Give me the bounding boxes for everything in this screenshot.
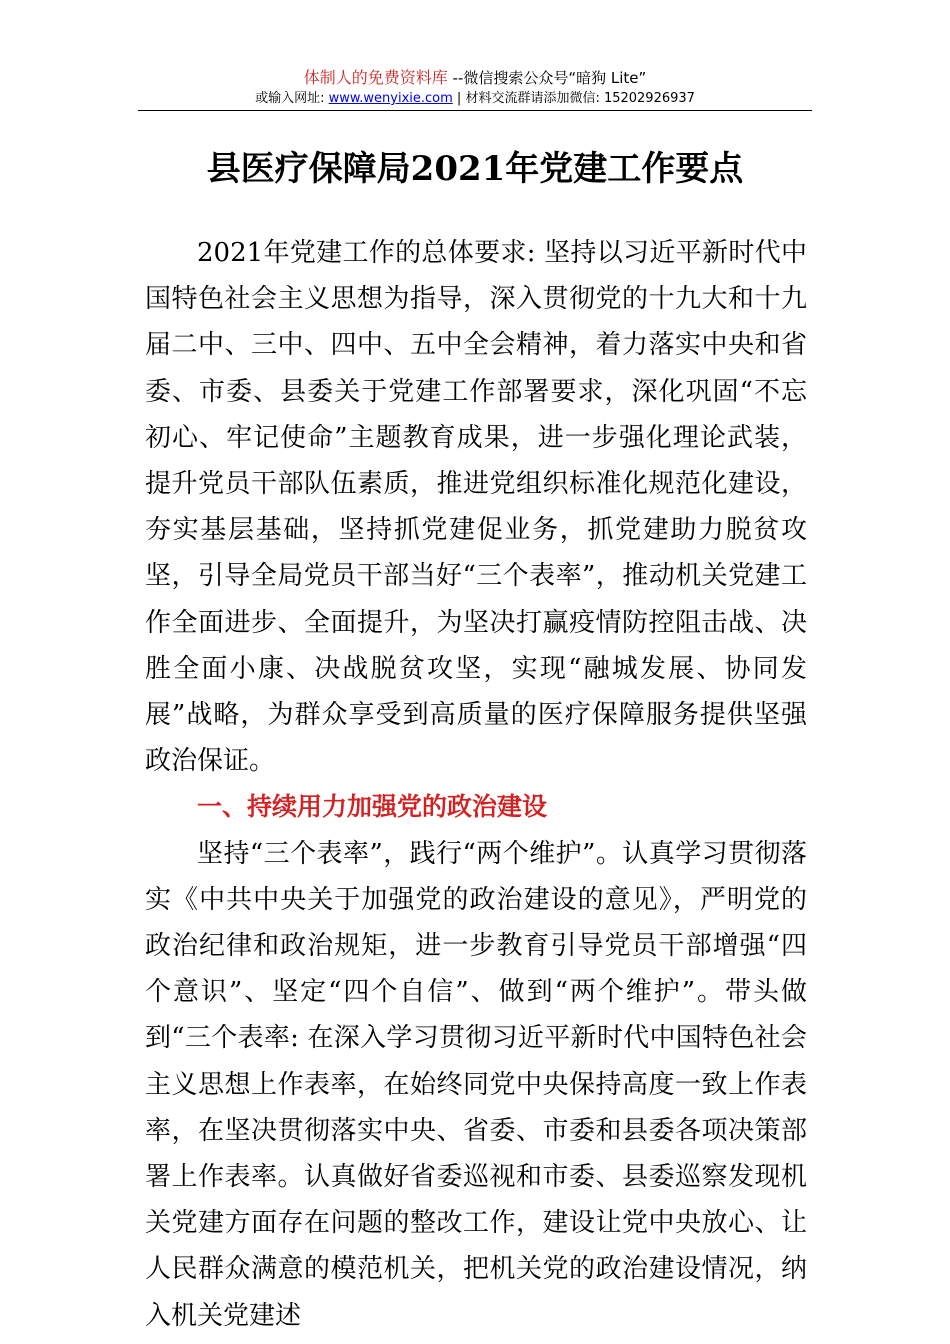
header-line-1: [0, 68, 950, 88]
document-body: [145, 230, 807, 1339]
header-brand-suffix: --微信搜索公众号“暗狗 Lite”: [447, 69, 647, 87]
document-title: 县医疗保障局2021年党建工作要点: [206, 149, 744, 189]
header-url-link[interactable]: www.wenyixie.com: [328, 91, 453, 106]
header-contact: | 材料交流群请添加微信: 15202926937: [452, 91, 695, 106]
header-line-2: [0, 90, 950, 108]
header-divider: [138, 110, 812, 111]
header-brand: 体制人的免费资料库: [303, 68, 448, 87]
header-url-prefix: 或输入网址:: [255, 91, 329, 106]
intro-paragraph: 2021年党建工作的总体要求: 坚持以习近平新时代中国特色社会主义思想为指导，深入贯彻党的十九大和十九届二中、三中、四中、五中全会精神，着力落实中央和省委、市委、县委关于党建工作部署要求，深化巩固“不忘初心、牢记使命”主题教育成果，进一步强化理论武装，提升党员干部队伍素质，推进党组织标准化规范化建设，夯实基层基础，坚持抓党建促业务，抓党建助力脱贫攻坚，引导全局党员干部当好“三个表率”，推动机关党建工作全面进步、全面提升，为坚决打赢疫情防控阻击战、决胜全面小康、决战脱贫攻坚，实现“融城发展、协同发展”战略，为群众享受到高质量的医疗保障服务提供坚强政治保证。: [145, 238, 807, 777]
section-paragraph: 坚持“三个表率”，践行“两个维护”。认真学习贯彻落实《中共中央关于加强党的政治建设的意见》，严明党的政治纪律和政治规矩，进一步教育引导党员干部增强“四个意识”、坚定“四个自信”、做到“两个维护”。带头做到“三个表率: 在深入学习贯彻习近平新时代中国特色社会主义思想上作表率，在始终同党中央保持高度一致上作表率，在坚决贯彻落实中央、省委、市委和县委各项决策部署上作表率。认真做好省委巡视和市委、县委巡察发现机关党建方面存在问题的整改工作，建设让党中央放心、让人民群众满意的模范机关，把机关党的政治建设情况，纳入机关党建述: [145, 838, 807, 1331]
section-heading: 一、持续用力加强党的政治建设: [197, 792, 548, 822]
page-header: [0, 68, 950, 108]
